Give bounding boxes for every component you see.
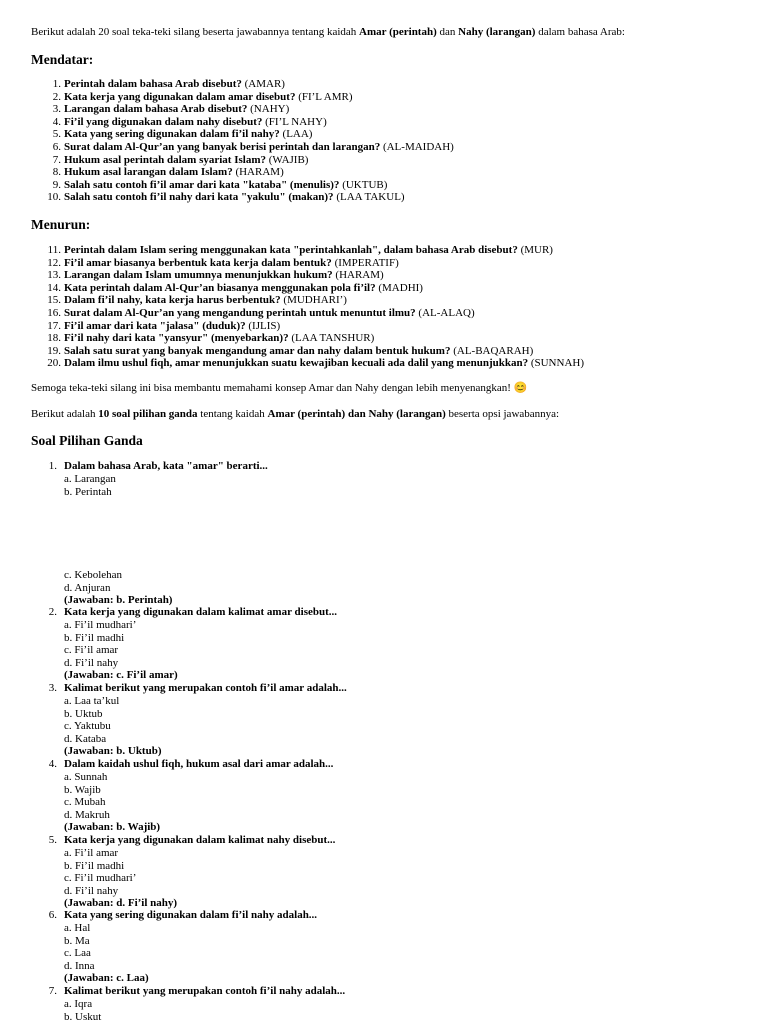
clue-answer: (IJLIS) [245, 319, 281, 332]
option: a. Laa ta’kul [64, 695, 120, 707]
clue-question: Larangan dalam Islam umumnya menunjukkan hukum? [64, 269, 333, 282]
option: b. Perintah [64, 485, 112, 498]
clue-item [31, 345, 584, 358]
clue-question: Dalam fi’il nahy, kata kerja harus berbentuk? [64, 294, 281, 307]
clue-answer: (FI’L AMR) [295, 90, 353, 103]
question-number: 1. [48, 460, 57, 472]
clue-answer: (NAHY) [247, 103, 290, 116]
clue-question: Kata perintah dalam Al-Qur’an biasanya menggunakan pola fi’il? [64, 281, 376, 294]
clue-question: Kata yang sering digunakan dalam fi’il nahy? [64, 128, 280, 141]
option: d. Fi’il nahy [64, 656, 119, 669]
clue-item [31, 166, 454, 179]
clue-question: Fi’il nahy dari kata "yansyur" (menyebarkan)? [64, 332, 289, 345]
question-number: 3. [48, 682, 57, 694]
options [64, 998, 101, 1023]
clue-answer: (HARAM) [332, 269, 384, 282]
question-text: Dalam bahasa Arab, kata "amar" berarti... [64, 460, 268, 472]
clue-number: 16. [47, 306, 61, 319]
clue-item [31, 320, 584, 333]
clue-item [31, 357, 584, 370]
clue-item [31, 116, 454, 129]
answer-key: (Jawaban: c. Laa) [64, 972, 149, 985]
clue-answer: (AL-MAIDAH) [380, 140, 454, 153]
clue-answer: (IMPERATIF) [331, 256, 399, 269]
option: b. Ma [64, 934, 90, 947]
options [64, 695, 119, 745]
clue-question: Hukum asal larangan dalam Islam? [64, 166, 233, 179]
option: b. Uskut [64, 1010, 102, 1023]
clue-number: 6. [52, 140, 61, 153]
clue-number: 2. [52, 90, 61, 103]
intro-amar: Amar (perintah) [359, 26, 437, 38]
clue-question: Dalam ilmu ushul fiqh, amar menunjukkan suatu kewajiban kecuali ada dalil yang menunjukkan? [64, 357, 529, 370]
question-number: 5. [48, 834, 57, 846]
question-text: Kata kerja yang digunakan dalam kalimat nahy disebut... [64, 834, 336, 846]
clue-number: 5. [52, 128, 61, 141]
pg-intro-count: 10 soal pilihan ganda [98, 408, 198, 420]
pg-heading: Soal Pilihan Ganda [31, 433, 143, 448]
options [64, 922, 95, 972]
question-number: 6. [48, 909, 57, 921]
clue-answer: (MUDHARI’) [280, 294, 347, 307]
clue-question: Salah satu surat yang banyak mengandung amar dan nahy dalam bentuk hukum? [64, 344, 451, 357]
options-bottom [64, 569, 122, 594]
clue-answer: (AL-BAQARAH) [450, 344, 534, 357]
pg-intro-mid: tentang kaidah [197, 408, 268, 420]
clue-number: 19. [47, 344, 61, 357]
clue-number: 17. [47, 319, 61, 332]
clue-question: Larangan dalam bahasa Arab disebut? [64, 103, 248, 116]
option: c. Kebolehan [64, 569, 123, 581]
option: d. Fi’il nahy [64, 884, 119, 897]
clue-question: Fi’il amar dari kata "jalasa" (duduk)? [64, 319, 246, 332]
clue-answer: (AMAR) [241, 78, 285, 90]
clue-number: 4. [52, 115, 61, 128]
question-text: Kata kerja yang digunakan dalam kalimat amar disebut... [64, 606, 338, 618]
option: c. Fi’il mudhari’ [64, 872, 137, 885]
clue-number: 7. [52, 153, 61, 166]
intro-nahy: Nahy (larangan) [458, 26, 536, 38]
clue-answer: (UKTUB) [339, 178, 388, 191]
clue-number: 15. [47, 294, 61, 307]
clue-item [31, 78, 454, 91]
clue-answer: (AL-ALAQ) [415, 306, 475, 319]
clue-question: Surat dalam Al-Qur’an yang banyak berisi perintah dan larangan? [64, 140, 381, 153]
option: d. Inna [64, 959, 95, 972]
pg-intro-text: Berikut adalah [31, 408, 99, 420]
clue-number: 11. [47, 244, 61, 256]
pg-intro-end: beserta opsi jawabannya: [445, 408, 560, 420]
option: b. Wajib [64, 783, 101, 796]
clue-item [31, 179, 454, 192]
answer-key: (Jawaban: b. Uktub) [64, 745, 162, 758]
options-top [64, 473, 116, 498]
option: c. Fi’il amar [64, 644, 119, 657]
intro-end: dalam bahasa Arab: [535, 26, 625, 38]
clue-question: Perintah dalam Islam sering menggunakan kata "perintahkanlah", dalam bahasa Arab disebut? [64, 244, 518, 256]
clue-item [31, 294, 584, 307]
clue-item [31, 332, 584, 345]
answer-key: (Jawaban: b. Perintah) [64, 594, 173, 606]
option: b. Fi’il madhi [64, 631, 125, 644]
clue-question: Fi’il yang digunakan dalam nahy disebut? [64, 115, 263, 128]
options [64, 771, 110, 821]
clue-question: Surat dalam Al-Qur’an yang mengandung perintah untuk menuntut ilmu? [64, 306, 416, 319]
clue-item [31, 103, 454, 116]
menurun-heading: Menurun: [31, 217, 91, 232]
question-number: 4. [48, 758, 57, 770]
clue-number: 9. [52, 178, 61, 191]
clue-number: 1. [52, 78, 61, 90]
pg-intro-paragraph [31, 407, 559, 421]
option: a. Fi’il amar [64, 847, 119, 859]
option: c. Laa [64, 947, 91, 960]
clue-number: 10. [47, 191, 61, 204]
clue-question: Salah satu contoh fi’il nahy dari kata "yakulu" (makan)? [64, 191, 334, 204]
clue-item [31, 91, 454, 104]
clue-answer: (WAJIB) [266, 153, 309, 166]
clue-answer: (MUR) [517, 244, 553, 256]
clue-item [31, 191, 454, 204]
clue-item [31, 269, 584, 282]
clue-number: 3. [52, 103, 61, 116]
clue-item [31, 282, 584, 295]
clue-number: 18. [47, 332, 61, 345]
clue-number: 8. [52, 166, 61, 179]
pg-intro-topic: Amar (perintah) dan Nahy (larangan) [267, 408, 446, 420]
clue-question: Fi’il amar biasanya berbentuk kata kerja dalam bentuk? [64, 256, 332, 269]
menurun-list [31, 244, 584, 370]
option: d. Kataba [64, 732, 107, 745]
clue-answer: (MADHI) [375, 281, 423, 294]
clue-answer: (SUNNAH) [528, 357, 584, 370]
clue-answer: (FI’L NAHY) [262, 115, 327, 128]
clue-number: 12. [47, 256, 61, 269]
clue-item [31, 141, 454, 154]
clue-number: 14. [47, 281, 61, 294]
question-text: Kalimat berikut yang merupakan contoh fi’il amar adalah... [64, 682, 347, 694]
options [64, 847, 136, 897]
answer-key: (Jawaban: b. Wajib) [64, 821, 161, 834]
clue-item [31, 154, 454, 167]
option: b. Fi’il madhi [64, 859, 125, 872]
question-text: Kata yang sering digunakan dalam fi’il nahy adalah... [64, 909, 318, 921]
clue-question: Kata kerja yang digunakan dalam amar disebut? [64, 90, 296, 103]
option: c. Yaktubu [64, 720, 111, 733]
mendatar-heading: Mendatar: [31, 52, 94, 67]
intro-text: Berikut adalah 20 soal teka-teki silang beserta jawabannya tentang kaidah [31, 26, 360, 38]
option: a. Iqra [64, 998, 93, 1010]
clue-answer: (LAA TAKUL) [333, 191, 405, 204]
option: c. Mubah [64, 796, 106, 809]
question-text: Kalimat berikut yang merupakan contoh fi’il nahy adalah... [64, 985, 346, 997]
option: d. Makruh [64, 808, 110, 821]
clue-question: Perintah dalam bahasa Arab disebut? [64, 78, 242, 90]
clue-question: Salah satu contoh fi’il amar dari kata "kataba" (menulis)? [64, 178, 340, 191]
option: d. Anjuran [64, 581, 111, 594]
clue-answer: (LAA TANSHUR) [288, 332, 375, 345]
clue-item [31, 128, 454, 141]
question-number: 7. [48, 985, 57, 997]
option: a. Fi’il mudhari’ [64, 619, 137, 631]
intro-dan: dan [436, 26, 459, 38]
option: a. Sunnah [64, 771, 108, 783]
clue-question: Hukum asal perintah dalam syariat Islam? [64, 153, 266, 166]
clue-answer: (LAA) [279, 128, 313, 141]
clue-item [31, 257, 584, 270]
question-text: Dalam kaidah ushul fiqh, hukum asal dari amar adalah... [64, 758, 334, 770]
answer-key: (Jawaban: c. Fi’il amar) [64, 669, 178, 682]
option: a. Larangan [64, 473, 116, 485]
option: b. Uktub [64, 707, 103, 720]
intro-paragraph [31, 25, 625, 39]
clue-number: 13. [47, 269, 61, 282]
question-number: 2. [48, 606, 57, 618]
clue-answer: (HARAM) [232, 166, 284, 179]
clue-item [31, 307, 584, 320]
options [64, 619, 136, 669]
closing-paragraph: Semoga teka-teki silang ini bisa membantu memahami konsep Amar dan Nahy dengan lebih menyenangkan! 😊 [31, 382, 528, 394]
clue-item [31, 244, 584, 257]
option: a. Hal [64, 922, 91, 934]
mendatar-list [31, 78, 454, 204]
answer-key: (Jawaban: d. Fi’il nahy) [64, 897, 178, 910]
clue-number: 20. [47, 357, 61, 370]
